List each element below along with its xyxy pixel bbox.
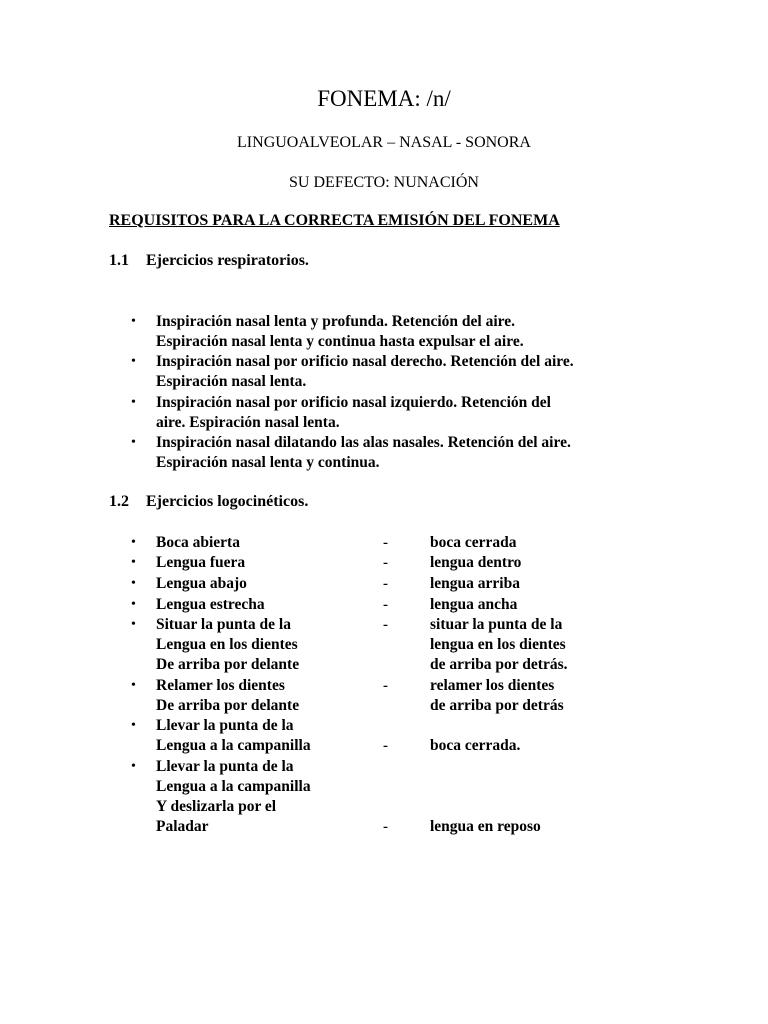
exercise-left: Y deslizarla por el [156,798,277,815]
exercise-left: Llevar la punta de la [156,758,294,775]
dash-separator: - [383,576,388,592]
exercise-right: de arriba por detrás. [430,656,568,673]
bullet-icon: • [131,555,136,570]
section-number: 1.2 [109,493,129,510]
dash-separator: - [383,678,388,694]
list-item-line: Inspiración nasal lenta y profunda. Retención del aire. [156,313,515,330]
exercise-left: Boca abierta [156,534,240,551]
exercise-left: Relamer los dientes [156,677,285,694]
exercise-right: lengua arriba [430,575,520,592]
bullet-icon: • [131,354,136,369]
exercise-left: Lengua a la campanilla [156,778,311,795]
bullet-icon: • [131,435,136,450]
bullet-icon: • [131,535,136,550]
bullet-icon: • [131,678,136,693]
bullet-icon: • [131,617,136,632]
bullet-icon: • [131,597,136,612]
bullet-icon: • [131,314,136,329]
exercise-left: Llevar la punta de la [156,717,294,734]
dash-separator: - [383,738,388,754]
dash-separator: - [383,617,388,633]
dash-separator: - [383,535,388,551]
section-heading [109,493,308,511]
exercise-left: Lengua abajo [156,575,247,592]
exercise-left: Lengua a la campanilla [156,737,311,754]
phoneme-defect: SU DEFECTO: NUNACIÓN [289,174,479,191]
dash-separator: - [383,555,388,571]
section-heading [109,252,309,270]
page-title: FONEMA: /n/ [317,86,451,111]
exercise-right: lengua ancha [430,596,518,613]
exercise-left: De arriba por delante [156,656,300,673]
dash-separator: - [383,597,388,613]
list-item-line: Inspiración nasal por orificio nasal derecho. Retención del aire. [156,353,574,370]
exercise-right: lengua en reposo [430,818,541,835]
exercise-left: Lengua fuera [156,554,246,571]
exercise-left: Situar la punta de la [156,616,291,633]
exercise-right: lengua en los dientes [430,636,566,653]
exercise-right: boca cerrada. [430,737,521,754]
exercise-right: lengua dentro [430,554,522,571]
exercise-left: Paladar [156,818,209,835]
list-item-line: Espiración nasal lenta y continua hasta expulsar el aire. [156,333,524,350]
exercise-left: Lengua estrecha [156,596,265,613]
section-number: 1.1 [109,252,129,269]
list-item-line: Espiración nasal lenta. [156,373,307,390]
list-item-line: Espiración nasal lenta y continua. [156,454,380,471]
section-title: Ejercicios respiratorios. [146,252,309,269]
exercise-right: boca cerrada [430,534,517,551]
section-title: Ejercicios logocinéticos. [146,493,309,510]
bullet-icon: • [131,718,136,733]
bullet-icon: • [131,759,136,774]
exercise-left: Lengua en los dientes [156,636,298,653]
list-item-line: Inspiración nasal dilatando las alas nasales. Retención del aire. [156,434,571,451]
exercise-right: de arriba por detrás [430,697,564,714]
exercise-right: situar la punta de la [430,616,563,633]
requirements-heading: REQUISITOS PARA LA CORRECTA EMISIÓN DEL FONEMA [109,212,560,229]
list-item-line: Inspiración nasal por orificio nasal izquierdo. Retención del [156,394,551,411]
list-item-line: aire. Espiración nasal lenta. [156,414,340,431]
bullet-icon: • [131,395,136,410]
dash-separator: - [383,819,388,835]
exercise-right: relamer los dientes [430,677,555,694]
phoneme-classification: LINGUOALVEOLAR – NASAL - SONORA [237,134,531,151]
bullet-icon: • [131,576,136,591]
exercise-left: De arriba por delante [156,697,300,714]
